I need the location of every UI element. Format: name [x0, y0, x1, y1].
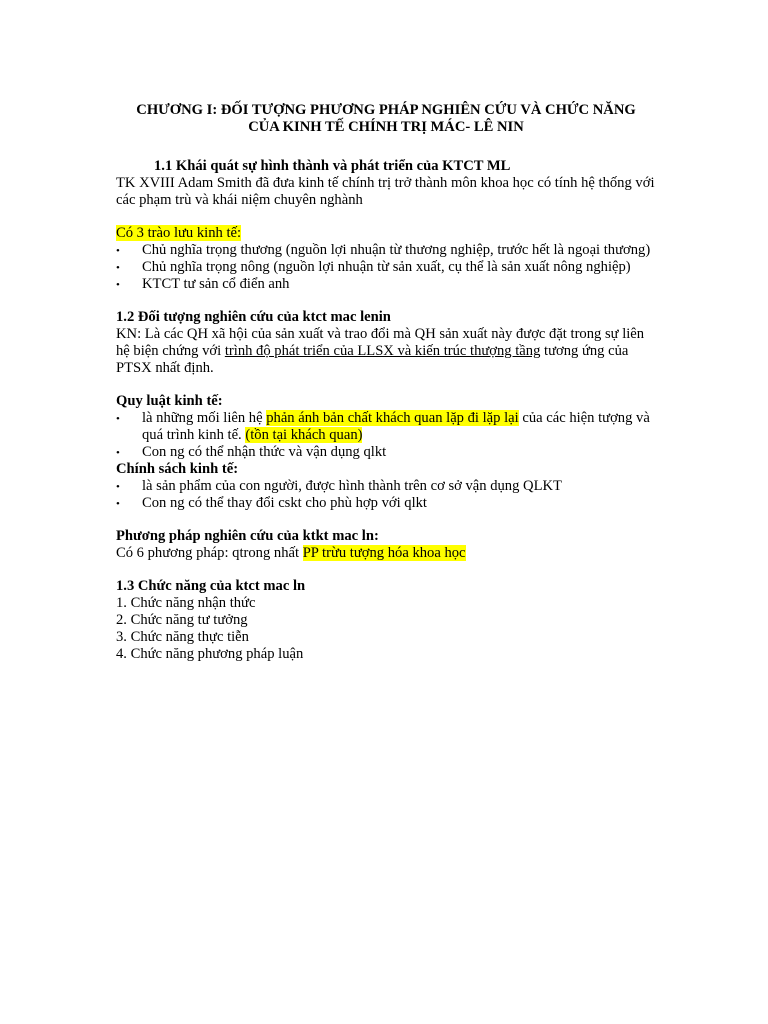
list-item: 3. Chức năng thực tiễn	[116, 629, 249, 645]
definition-underline: trình độ phát triển của LLSX và kiến trúc thượng tầng	[224, 343, 541, 359]
trends-label	[116, 225, 656, 242]
method-highlight: PP trừu tượng hóa khoa học	[302, 545, 466, 561]
section-1-1-heading: 1.1 Khái quát sự hình thành và phát triển của KTCT ML	[154, 158, 511, 174]
law-highlight: phản ánh bản chất khách quan lặp đi lặp lại	[266, 410, 519, 426]
definition-text: KN: Là các QH xã hội của sản xuất và trao đổi mà QH sản xuất này được đặt trong sự liên hệ biện chứng với	[116, 326, 645, 359]
economic-law-heading: Quy luật kinh tế:	[116, 393, 223, 409]
list-item	[116, 410, 656, 444]
list-item: • Chủ nghĩa trọng thương (nguồn lợi nhuận từ thương nghiệp, trước hết là ngoại thương)	[116, 242, 656, 259]
list-item: • KTCT tư sản cổ điển anh	[116, 276, 656, 293]
economic-law-list	[116, 410, 656, 461]
method-text: Có 6 phương pháp: qtrong nhất	[116, 545, 303, 561]
section-1-2-heading: 1.2 Đối tượng nghiên cứu của ktct mac lenin	[116, 309, 391, 325]
method-paragraph	[116, 545, 656, 562]
list-item: 4. Chức năng phương pháp luận	[116, 646, 304, 662]
law-highlight-2: (tồn tại khách quan)	[245, 427, 363, 443]
definition-text-end: tương ứng của PTSX nhất định.	[116, 343, 629, 376]
document-body	[116, 102, 656, 663]
list-item: • Chủ nghĩa trọng nông (nguồn lợi nhuận từ sản xuất, cụ thể là sản xuất nông nghiệp)	[116, 259, 656, 276]
list-item: 1. Chức năng nhận thức	[116, 595, 256, 611]
list-item: • là sản phẩm của con người, được hình thành trên cơ sở vận dụng QLKT	[116, 478, 656, 495]
list-item: • Con ng có thể nhận thức và vận dụng qlkt	[116, 444, 656, 461]
chapter-title	[116, 102, 656, 136]
economic-policy-list	[116, 478, 656, 512]
functions-list	[116, 595, 656, 663]
section-1-1-body: TK XVIII Adam Smith đã đưa kinh tế chính trị trở thành môn khoa học có tính hệ thống với các phạm trù và khái niệm chuyên nghành	[116, 175, 655, 208]
section-1-3-heading: 1.3 Chức năng của ktct mac ln	[116, 578, 306, 594]
law-text-mid: của các hiện tượng và quá trình kinh tế.	[142, 410, 650, 443]
chapter-title-line2: CỦA KINH TẾ CHÍNH TRỊ MÁC- LÊ NIN	[248, 119, 524, 135]
chapter-title-line1: CHƯƠNG I: ĐỐI TƯỢNG PHƯƠNG PHÁP NGHIÊN CỨU VÀ CHỨC NĂNG	[136, 102, 636, 118]
method-heading: Phương pháp nghiên cứu của ktkt mac ln:	[116, 528, 379, 544]
trends-list	[116, 242, 656, 293]
law-text: là những mối liên hệ	[142, 410, 267, 426]
list-item: 2. Chức năng tư tưởng	[116, 612, 248, 628]
trends-label-highlight: Có 3 trào lưu kinh tế:	[116, 225, 242, 241]
economic-policy-heading: Chính sách kinh tế:	[116, 461, 239, 477]
list-item: • Con ng có thể thay đổi cskt cho phù hợp với qlkt	[116, 495, 656, 512]
definition-paragraph	[116, 326, 656, 377]
